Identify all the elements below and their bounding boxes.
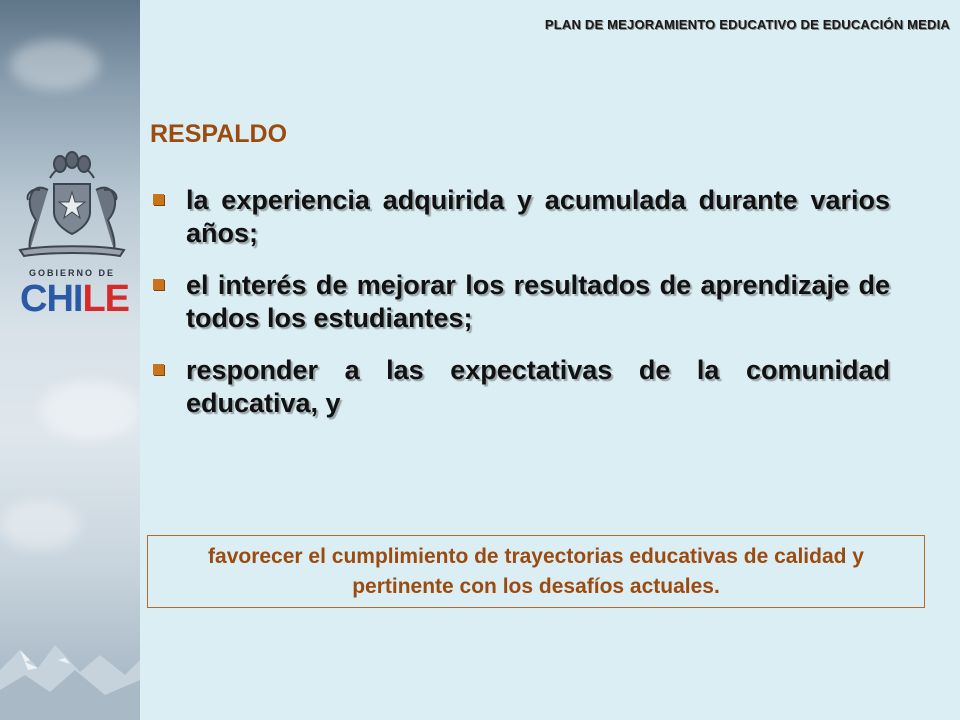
cloud-shape [0, 500, 80, 550]
section-title: RESPALDO [150, 120, 288, 148]
coat-of-arms-icon [10, 150, 134, 265]
square-bullet-icon [153, 194, 164, 205]
square-bullet-icon [153, 279, 164, 290]
list-item [150, 269, 890, 335]
chile-wordmark-part2: LE [82, 278, 130, 320]
cloud-shape [40, 380, 140, 440]
list-item [150, 184, 890, 250]
sidebar-decoration [0, 0, 140, 720]
chile-wordmark-part1: CHI [20, 278, 83, 320]
list-item [150, 354, 890, 420]
conclusion-box [147, 535, 925, 608]
conclusion-text: favorecer el cumplimiento de trayectorias educativas de calidad y pertinente con los desafíos actuales. [208, 544, 864, 598]
logo-label: GOBIERNO DE [28, 268, 115, 278]
cloud-shape [10, 40, 100, 90]
square-bullet-icon [153, 364, 164, 375]
list-item-text: la experiencia adquirida y acumulada durante varios años; [186, 185, 890, 248]
bullet-list [150, 184, 890, 439]
list-item-text: el interés de mejorar los resultados de aprendizaje de todos los estudiantes; [186, 270, 890, 333]
mountains-image [0, 630, 140, 720]
header-title: PLAN DE MEJORAMIENTO EDUCATIVO DE EDUCACIÓN MEDIA [544, 17, 950, 32]
chile-wordmark [20, 278, 129, 321]
list-item-text: responder a las expectativas de la comunidad educativa, y [186, 355, 890, 418]
